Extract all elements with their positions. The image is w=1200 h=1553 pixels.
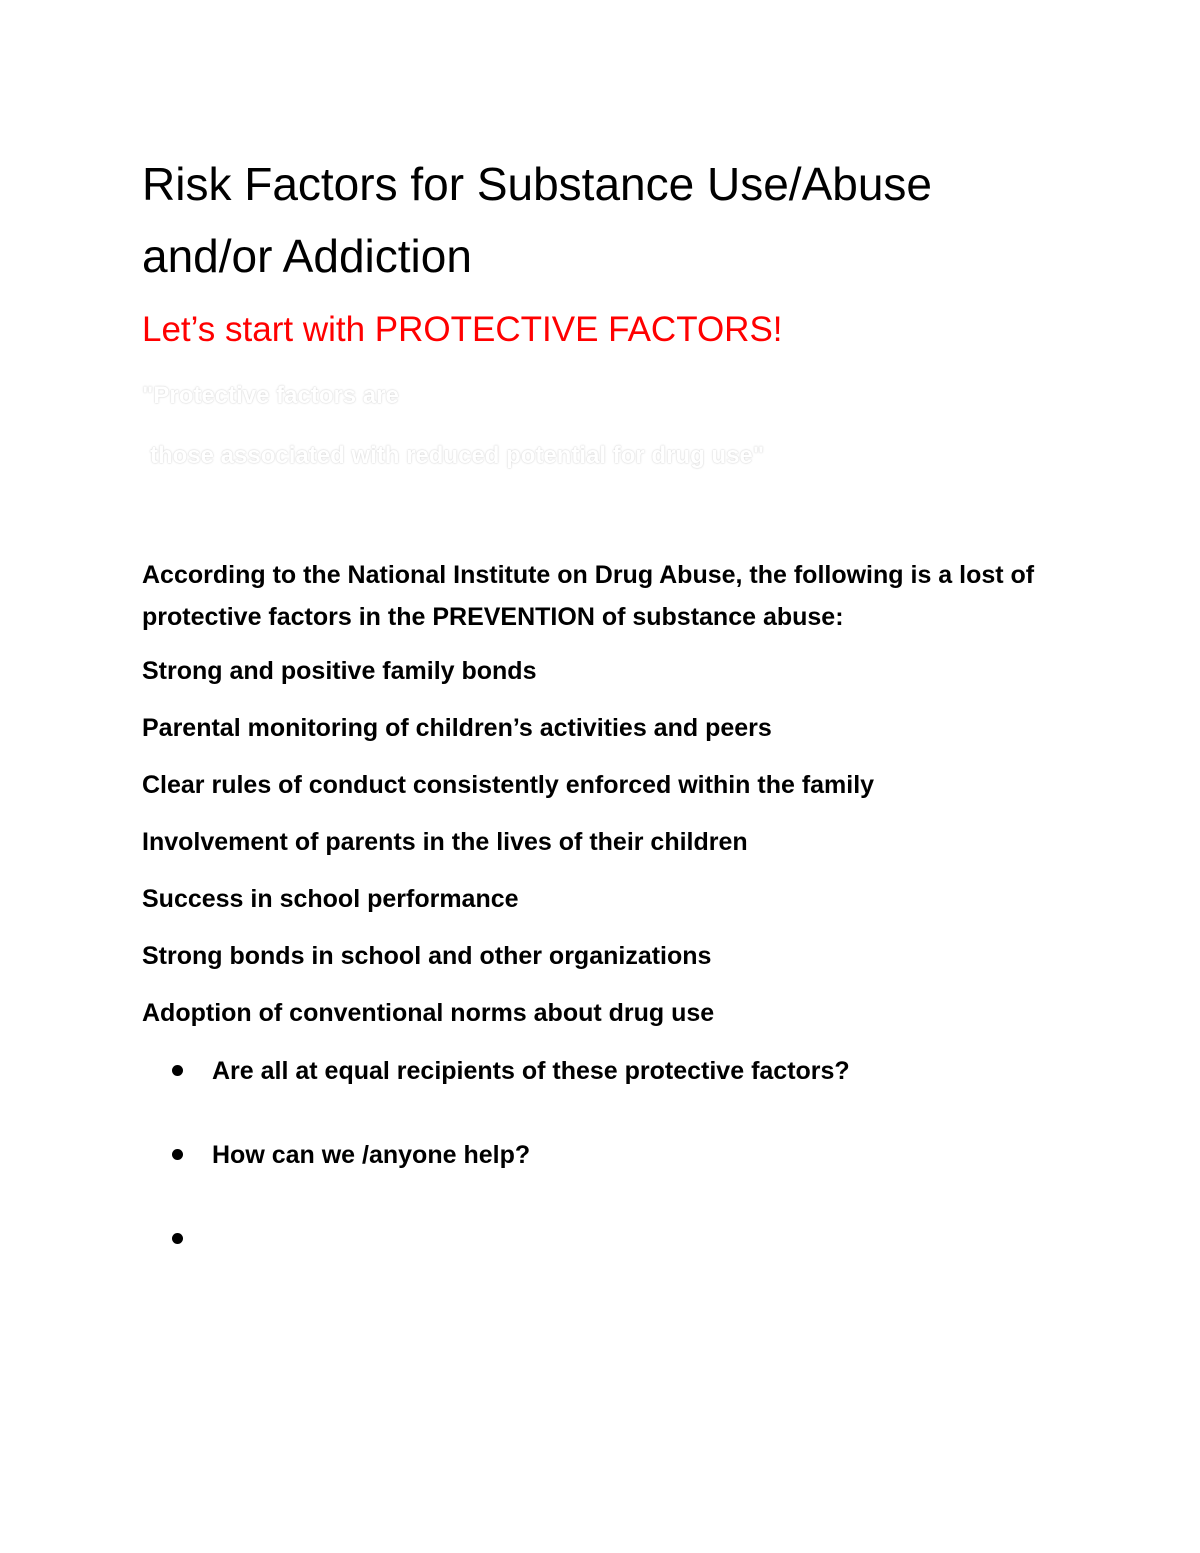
bullet-icon <box>172 1149 183 1160</box>
question-text: Are all at equal recipients of these protective factors? <box>212 1057 850 1085</box>
list-item: Involvement of parents in the lives of their children <box>142 828 748 856</box>
section-subtitle: Let’s start with PROTECTIVE FACTORS! <box>142 310 783 349</box>
question-text: How can we /anyone help? <box>212 1141 531 1169</box>
list-item: Clear rules of conduct consistently enforced within the family <box>142 771 875 799</box>
list-item: Strong bonds in school and other organizations <box>142 942 712 970</box>
faded-quote-line-1: "Protective factors are <box>142 382 399 409</box>
faded-quote-line-2: those associated with reduced potential for drug use" <box>150 442 765 469</box>
list-item: Adoption of conventional norms about drug use <box>142 999 715 1027</box>
list-item: Parental monitoring of children’s activities and peers <box>142 714 772 742</box>
protective-factors-list <box>142 650 874 1049</box>
bullet-icon <box>172 1065 183 1076</box>
page-title: Risk Factors for Substance Use/Abuse and/or Addiction <box>142 158 932 282</box>
bullet-icon <box>172 1233 183 1244</box>
list-item: Strong and positive family bonds <box>142 657 537 685</box>
list-item: Success in school performance <box>142 885 519 913</box>
intro-paragraph: According to the National Institute on Drug Abuse, the following is a lost of protective factors in the PREVENTION of substance abuse: <box>142 561 1035 631</box>
